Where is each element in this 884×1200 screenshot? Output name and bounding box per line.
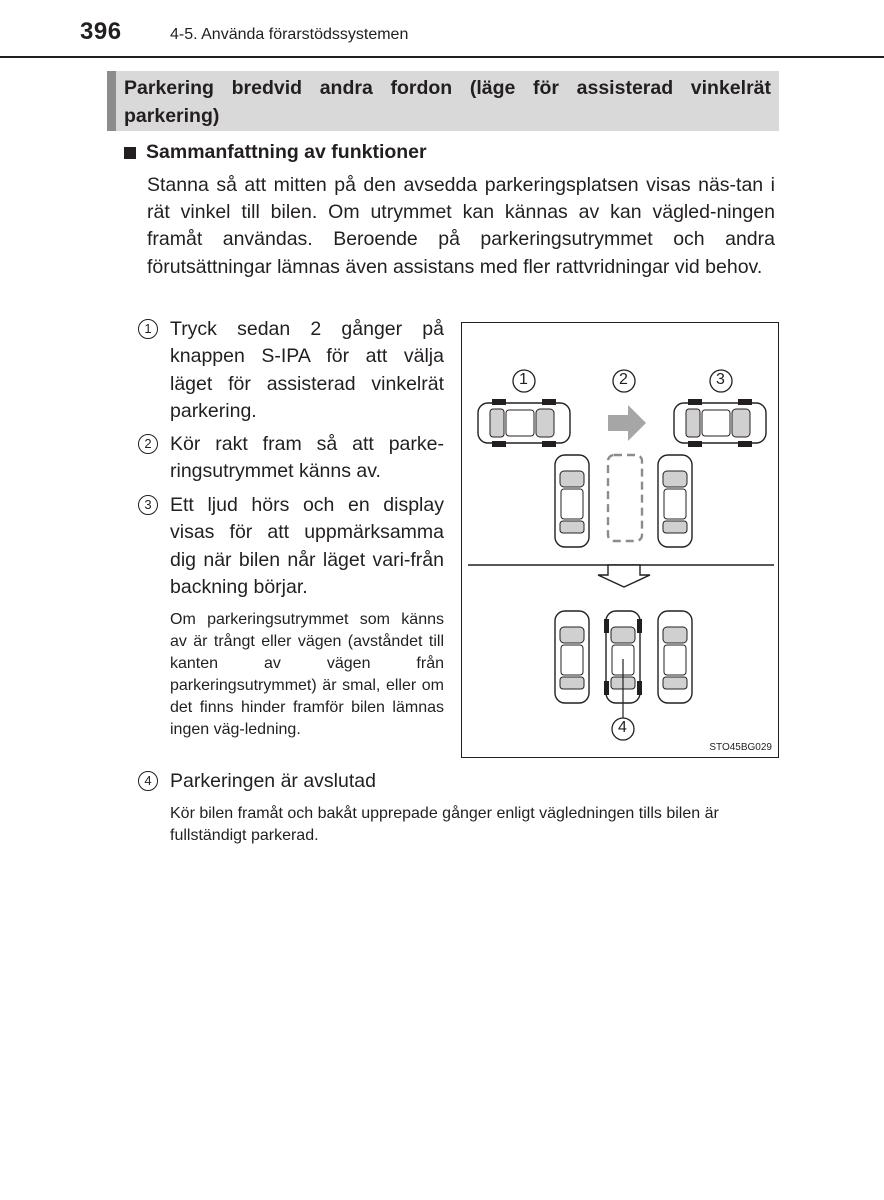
subheading [124, 141, 427, 164]
step-1-text: Tryck sedan 2 gånger på knappen S-IPA för att välja läget för assisterad vinkelrät parkering. [170, 318, 444, 423]
figure-code: STO45BG029 [709, 742, 772, 753]
arrow-down-icon [598, 565, 650, 587]
step-1-number: 1 [138, 319, 158, 339]
figure-label-3: 3 [716, 371, 725, 388]
square-bullet-icon [124, 147, 136, 159]
step-3-number: 3 [138, 495, 158, 515]
step-4-number: 4 [138, 771, 158, 791]
step-3-text: Ett ljud hörs och en display visas för att uppmärksamma dig när bilen når läget vari-från backning börjar. [170, 494, 444, 599]
step-4-note: Kör bilen framåt och bakåt upprepade gånger enligt vägledningen tills bilen är fullständigt parkerad. [170, 805, 719, 844]
step-3-note: Om parkeringsutrymmet som känns av är trångt eller vägen (avståndet till kanten av vägen från parkeringsutrymmet) är smal, eller om det finns hinder framför bilen lämnas ingen väg-ledning. [170, 611, 444, 738]
figure-label-2: 2 [619, 371, 628, 388]
parking-space-outline [608, 455, 642, 541]
arrow-right-icon [608, 405, 646, 441]
car-stop-icon [674, 399, 766, 447]
figure-label-4: 4 [618, 719, 627, 736]
intro-paragraph: Stanna så att mitten på den avsedda parkeringsplatsen visas näs-tan i rät vinkel till bilen. Om utrymmet kan kännas av kan vägled-ningen framåt användas. Beroende på parkeringsutrymmet och andra förutsättningar lämnas även assistans med fler rattvridningar vid behov. [147, 174, 775, 278]
subheading-text: Sammanfattning av funktioner [146, 141, 427, 163]
header-divider [0, 56, 884, 58]
figure-label-1: 1 [519, 371, 528, 388]
step-4-text: Parkeringen är avslutad [170, 770, 376, 792]
page-number: 396 [80, 18, 122, 45]
parking-illustration [461, 322, 779, 758]
step-2-text: Kör rakt fram så att parke-ringsutrymmet känns av. [170, 433, 444, 483]
car-start-icon [478, 399, 570, 447]
section-title: Parkering bredvid andra fordon (läge för assisterad vinkelrät parkering) [107, 71, 779, 131]
parked-car-right-icon [658, 455, 692, 547]
chapter-title: 4-5. Använda förarstödssystemen [170, 26, 409, 43]
parked-car-left-bottom-icon [555, 611, 589, 703]
parked-car-right-bottom-icon [658, 611, 692, 703]
parked-car-left-icon [555, 455, 589, 547]
step-2-number: 2 [138, 434, 158, 454]
